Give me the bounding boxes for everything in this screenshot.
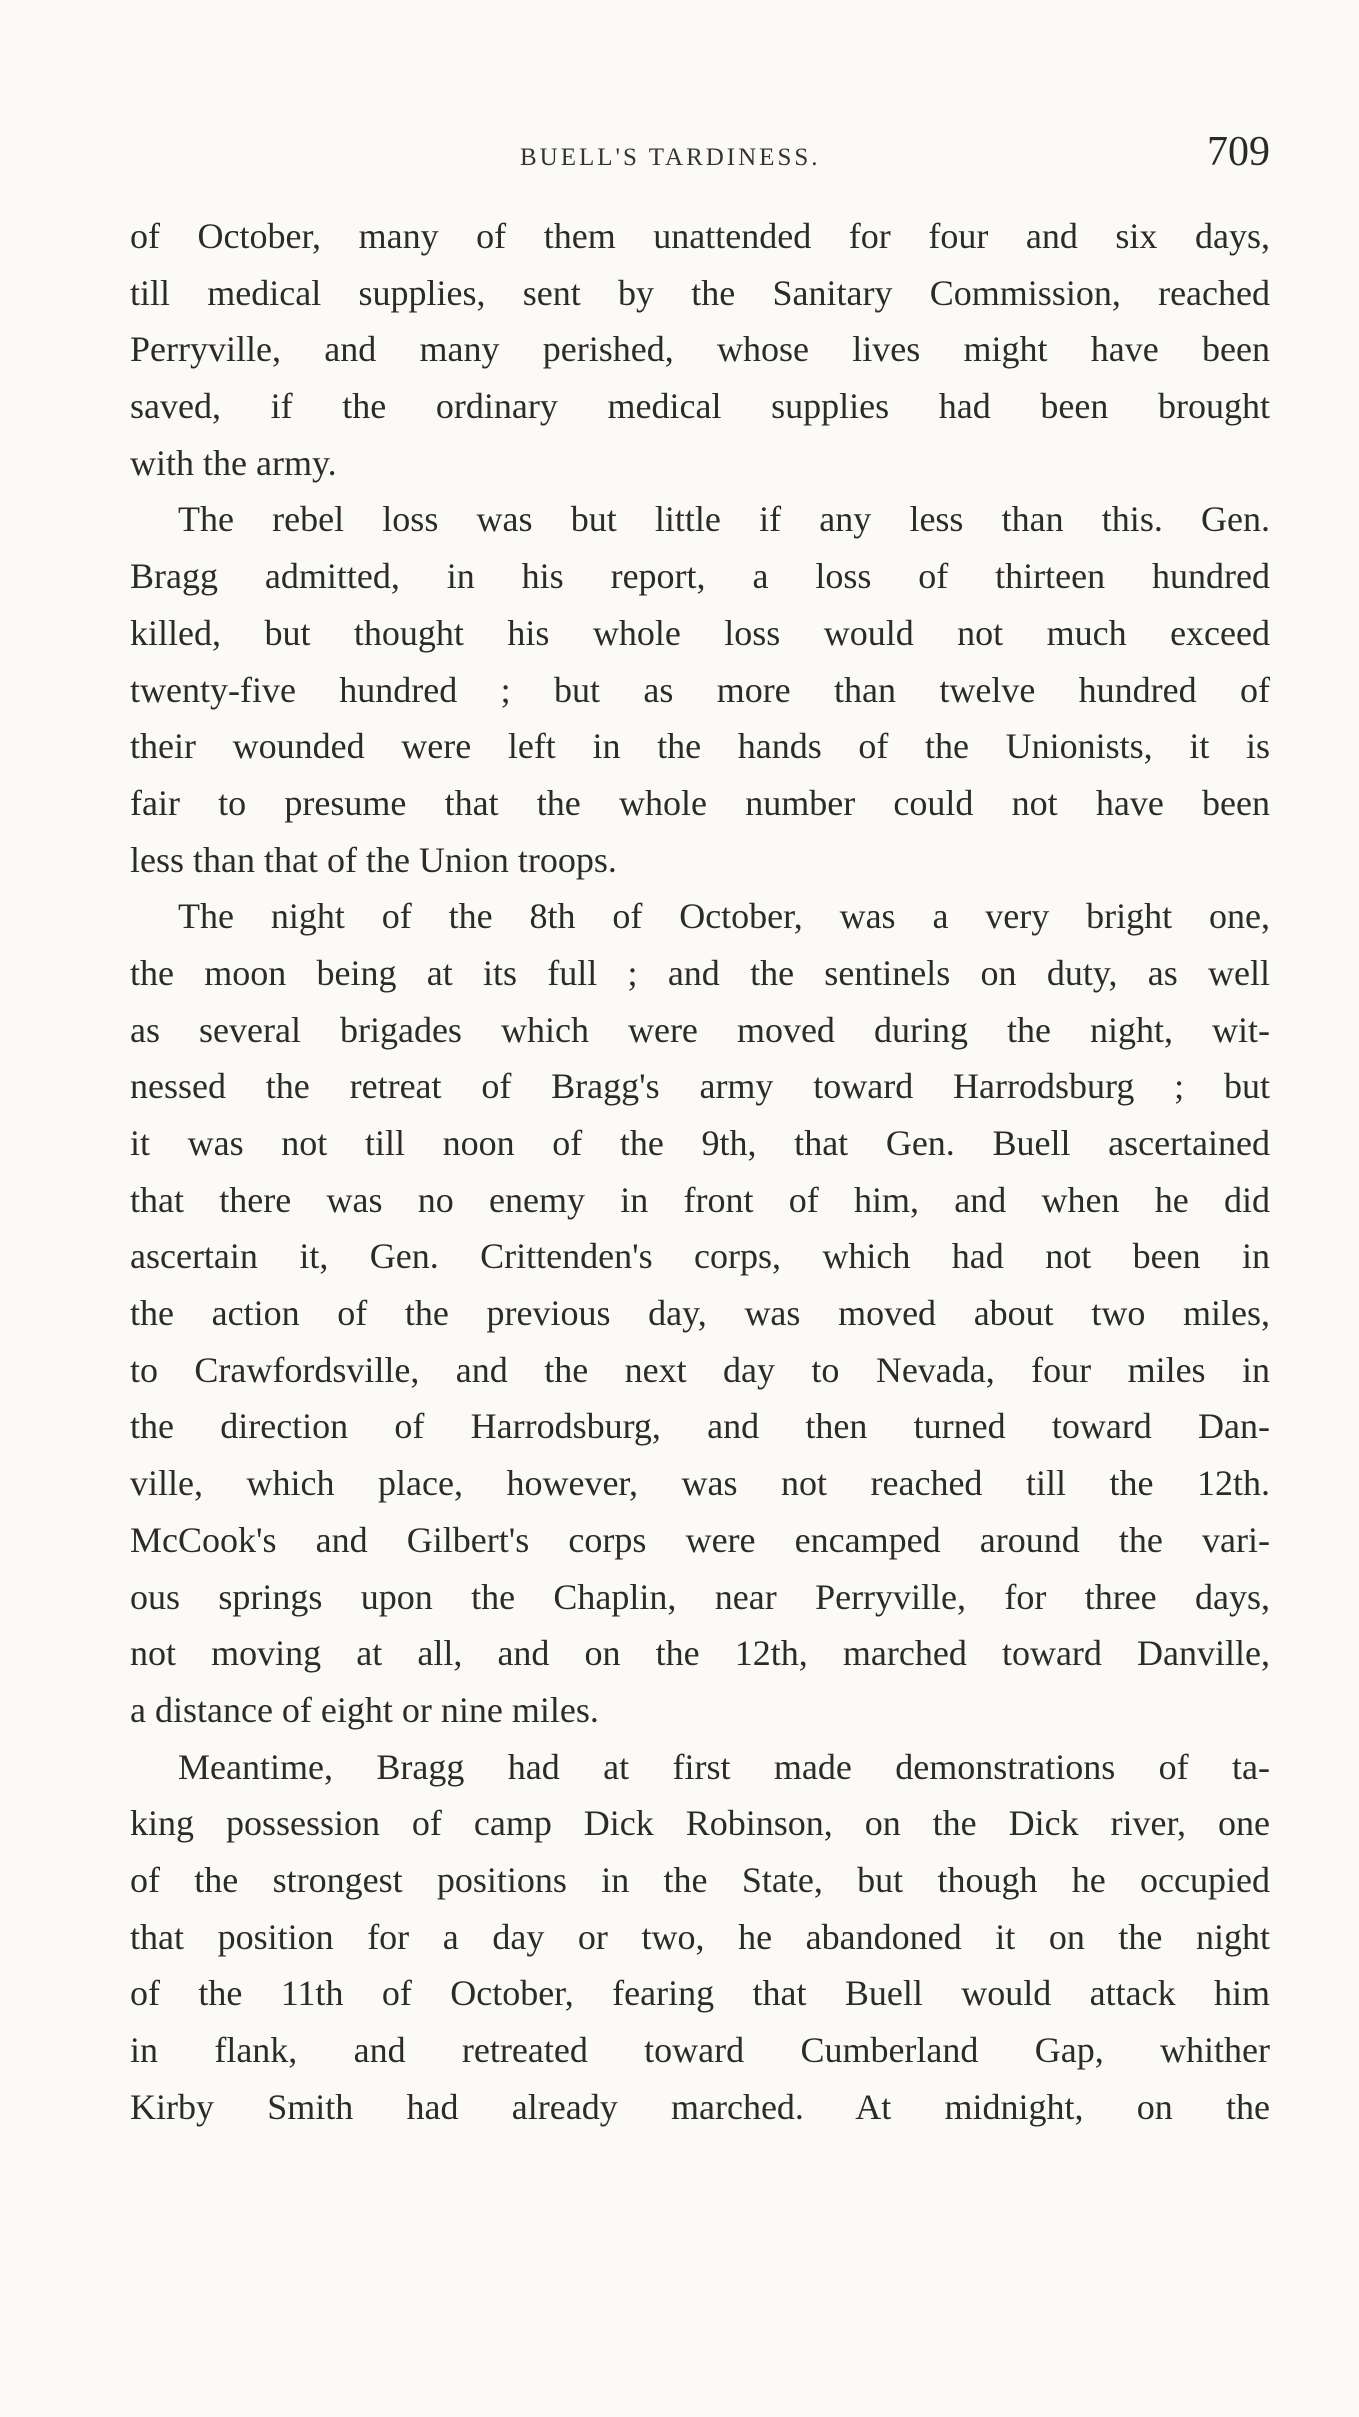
text-line: Kirby Smith had already marched. At midnight, on the [130,2086,1270,2127]
text-line: of October, many of them unattended for four and six days, [130,216,1270,256]
text-line: king possession of camp Dick Robinson, on the Dick river, one [130,1803,1270,1844]
text-line: their wounded were left in the hands of the Unionists, it is [130,726,1270,767]
text-line: to Crawfordsville, and the next day to Nevada, four miles in [130,1349,1270,1390]
text-line: till medical supplies, sent by the Sanitary Commission, reached [130,272,1270,313]
text-line: killed, but thought his whole loss would not much exceed [130,612,1270,653]
text-line: saved, if the ordinary medical supplies had been brought [130,386,1270,427]
text-line: that there was no enemy in front of him, and when he did [130,1179,1270,1220]
text-line: ous springs upon the Chaplin, near Perryville, for three days, [130,1576,1270,1617]
text-line: with the army. [130,442,337,483]
text-line: twenty-five hundred ; but as more than twelve hundred of [130,669,1270,710]
body-text [130,208,1270,2135]
text-line: as several brigades which were moved during the night, wit- [130,1009,1270,1050]
page-number: 709 [1207,129,1270,175]
text-line: a distance of eight or nine miles. [130,1689,599,1730]
text-line: not moving at all, and on the 12th, marched toward Danville, [130,1633,1270,1674]
text-line: The night of the 8th of October, was a very bright one, [178,896,1270,937]
text-line: Perryville, and many perished, whose lives might have been [130,329,1270,370]
text-line: the direction of Harrodsburg, and then turned toward Dan- [130,1406,1270,1447]
page-header [130,128,1270,188]
text-line: The rebel loss was but little if any less than this. Gen. [178,499,1270,540]
text-line: ascertain it, Gen. Crittenden's corps, which had not been in [130,1236,1270,1277]
running-head: BUELL'S TARDINESS. [520,144,821,171]
text-line: of the strongest positions in the State, but though he occupied [130,1859,1270,1900]
text-line: of the 11th of October, fearing that Buell would attack him [130,1973,1270,2014]
text-line: fair to presume that the whole number could not have been [130,782,1270,823]
text-line: it was not till noon of the 9th, that Gen. Buell ascertained [130,1123,1270,1163]
text-line: Meantime, Bragg had at first made demonstrations of ta- [178,1746,1270,1787]
text-line: that position for a day or two, he abandoned it on the night [130,1916,1270,1957]
text-line: the moon being at its full ; and the sentinels on duty, as well [130,952,1270,993]
text-line: in flank, and retreated toward Cumberland Gap, whither [130,2030,1270,2070]
text-line: ville, which place, however, was not reached till the 12th. [130,1463,1270,1504]
text-line: less than that of the Union troops. [130,839,617,880]
text-line: McCook's and Gilbert's corps were encamped around the vari- [130,1519,1270,1560]
text-line: the action of the previous day, was moved about two miles, [130,1293,1270,1334]
text-line: Bragg admitted, in his report, a loss of thirteen hundred [130,556,1270,597]
text-line: nessed the retreat of Bragg's army toward Harrodsburg ; but [130,1066,1270,1107]
